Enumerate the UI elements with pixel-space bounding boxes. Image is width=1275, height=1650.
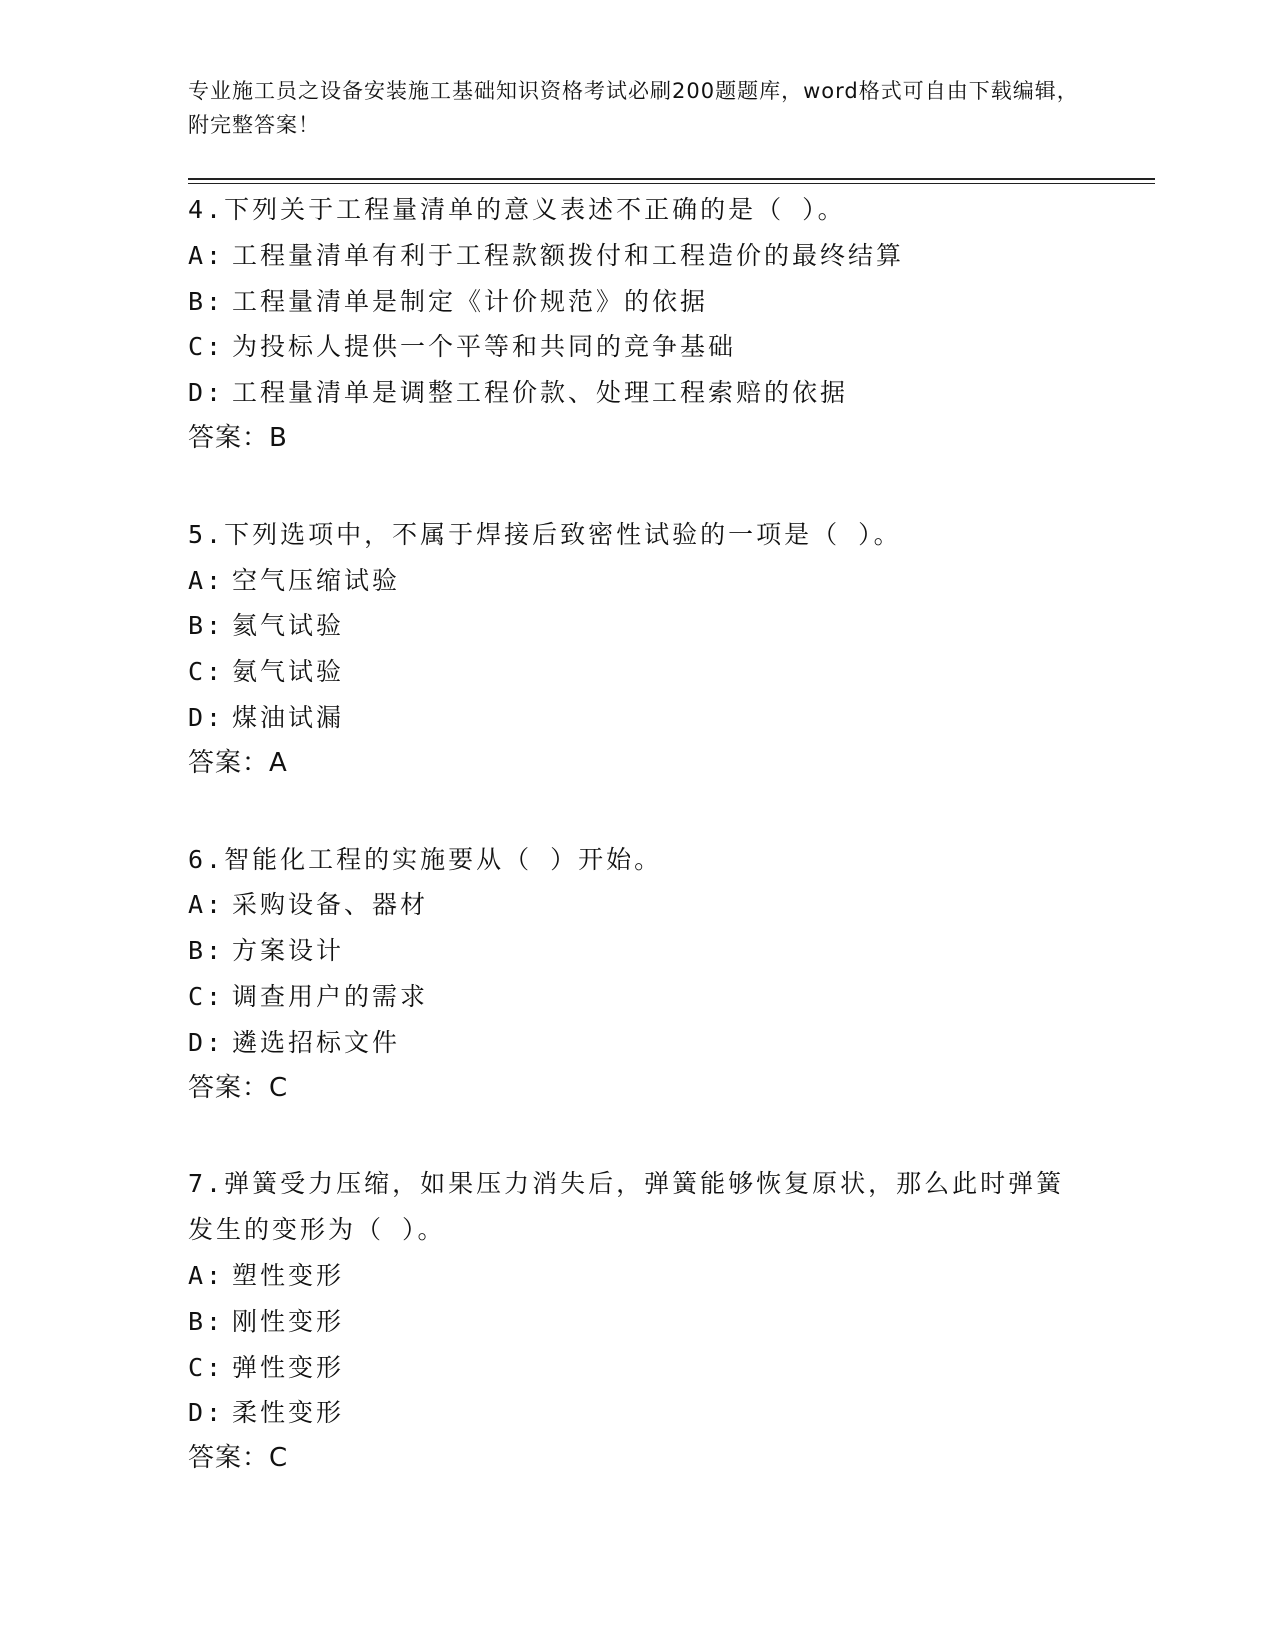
option-d bbox=[188, 695, 1088, 741]
option-text: 方案设计 bbox=[232, 936, 345, 966]
option-key: B: bbox=[188, 1306, 225, 1336]
document-header: 专业施工员之设备安装施工基础知识资格考试必刷200题题库，word格式可自由下载编辑，附完整答案！ bbox=[188, 79, 1079, 137]
option-key: D: bbox=[188, 1398, 225, 1428]
question-stem: 4.下列关于工程量清单的意义表述不正确的是（ ）。 bbox=[188, 195, 846, 224]
option-key: B: bbox=[188, 936, 225, 966]
option-a bbox=[188, 1253, 1088, 1299]
header-rule-thick bbox=[188, 178, 1155, 180]
option-c bbox=[188, 974, 1088, 1020]
answer-line: 答案：A bbox=[188, 747, 288, 778]
option-text: 遴选招标文件 bbox=[232, 1027, 401, 1057]
option-text: 氨气试验 bbox=[232, 657, 345, 687]
question-list bbox=[188, 187, 1088, 1532]
question-7 bbox=[188, 1161, 1088, 1482]
option-text: 工程量清单有利于工程款额拨付和工程造价的最终结算 bbox=[232, 240, 905, 270]
option-key: A: bbox=[188, 890, 225, 920]
option-text: 塑性变形 bbox=[232, 1260, 345, 1290]
option-text: 柔性变形 bbox=[232, 1398, 345, 1428]
option-key: D: bbox=[188, 378, 225, 408]
answer-line: 答案：B bbox=[188, 422, 288, 453]
option-key: D: bbox=[188, 702, 225, 732]
answer-line: 答案：C bbox=[188, 1443, 289, 1474]
option-text: 弹性变形 bbox=[232, 1352, 345, 1382]
option-key: C: bbox=[188, 981, 225, 1011]
option-a bbox=[188, 233, 1088, 279]
option-key: B: bbox=[188, 286, 225, 316]
question-5 bbox=[188, 512, 1088, 787]
question-stem: 6.智能化工程的实施要从（ ）开始。 bbox=[188, 844, 663, 874]
option-text: 为投标人提供一个平等和共同的竞争基础 bbox=[232, 332, 737, 362]
option-key: A: bbox=[188, 565, 225, 595]
option-key: B: bbox=[188, 611, 225, 641]
option-a bbox=[188, 558, 1088, 604]
option-text: 刚性变形 bbox=[232, 1306, 345, 1336]
option-key: A: bbox=[188, 240, 225, 270]
option-key: C: bbox=[188, 657, 225, 687]
answer-line: 答案：C bbox=[188, 1072, 289, 1103]
question-stem: 5.下列选项中，不属于焊接后致密性试验的一项是（ ）。 bbox=[188, 519, 902, 549]
option-text: 氦气试验 bbox=[232, 611, 345, 641]
question-stem: 7.弹簧受力压缩，如果压力消失后，弹簧能够恢复原状，那么此时弹簧发生的变形为（ ）。 bbox=[188, 1169, 1065, 1245]
option-text: 空气压缩试验 bbox=[232, 565, 401, 595]
option-key: D: bbox=[188, 1027, 225, 1057]
option-b bbox=[188, 603, 1088, 649]
option-b bbox=[188, 279, 1088, 325]
option-text: 煤油试漏 bbox=[232, 702, 345, 732]
option-d bbox=[188, 1020, 1088, 1066]
option-text: 采购设备、器材 bbox=[232, 890, 429, 920]
option-b bbox=[188, 1299, 1088, 1345]
option-key: A: bbox=[188, 1260, 225, 1290]
option-a bbox=[188, 882, 1088, 928]
option-text: 工程量清单是调整工程价款、处理工程索赔的依据 bbox=[232, 378, 849, 408]
option-c bbox=[188, 324, 1088, 370]
question-6 bbox=[188, 837, 1088, 1112]
header-rule-thin bbox=[188, 183, 1155, 184]
option-b bbox=[188, 928, 1088, 974]
option-text: 调查用户的需求 bbox=[232, 981, 429, 1011]
question-4 bbox=[188, 187, 1088, 462]
option-c bbox=[188, 1345, 1088, 1391]
option-d bbox=[188, 1390, 1088, 1436]
option-c bbox=[188, 649, 1088, 695]
option-text: 工程量清单是制定《计价规范》的依据 bbox=[232, 286, 709, 316]
option-key: C: bbox=[188, 332, 225, 362]
option-d bbox=[188, 370, 1088, 416]
option-key: C: bbox=[188, 1352, 225, 1382]
